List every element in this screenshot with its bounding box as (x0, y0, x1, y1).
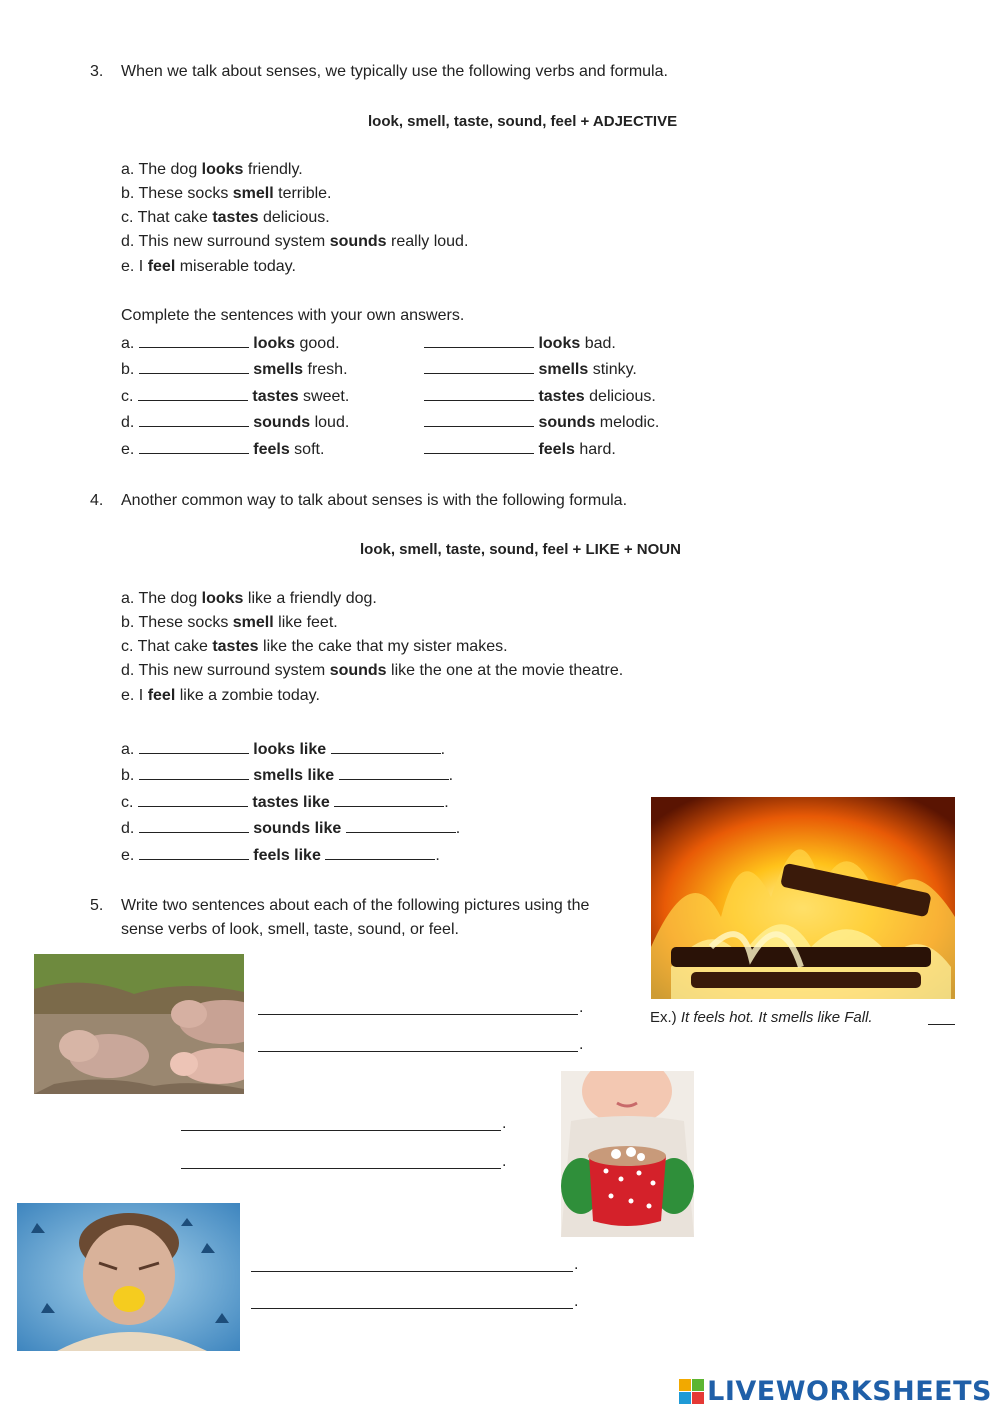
q4-row-b: b. smells like . (121, 767, 454, 784)
row-label: e. (121, 441, 135, 458)
row-label: d. (121, 414, 135, 431)
answer-blank[interactable] (339, 765, 449, 780)
q3-row-b-right: smells stinky. (424, 359, 637, 379)
q4-row-d: d. sounds like . (121, 820, 461, 837)
liveworksheets-logo-icon (679, 1379, 705, 1405)
q3-example-a: a. The dog looks friendly. (121, 161, 303, 178)
answer-blank[interactable] (325, 845, 435, 860)
q4-example-b: b. These socks smell like feet. (121, 614, 338, 631)
period: . (502, 1115, 507, 1132)
row-label: a. (121, 335, 135, 352)
answer-blank[interactable] (424, 333, 534, 348)
q5-intro-line2: sense verbs of look, smell, taste, sound, or feel. (121, 921, 459, 938)
q4-example-d: d. This new surround system sounds like the one at the movie theatre. (121, 662, 624, 679)
answer-blank[interactable] (424, 359, 534, 374)
q3-number: 3. (90, 63, 104, 80)
period: . (579, 1036, 584, 1053)
answer-blank[interactable] (331, 739, 441, 754)
q3-example-d: d. This new surround system sounds really loud. (121, 233, 469, 250)
hot-cocoa-mug-photo (561, 1071, 694, 1237)
row-label: c. (121, 388, 134, 405)
q3-instruction: Complete the sentences with your own answers. (121, 307, 465, 324)
answer-line[interactable] (258, 1051, 578, 1052)
fire-example: Ex.) It feels hot. It smells like Fall. (650, 1009, 873, 1026)
q3-row-e: e. feels soft. (121, 441, 325, 458)
q4-example-e: e. I feel like a zombie today. (121, 687, 320, 704)
row-label: b. (121, 361, 135, 378)
answer-blank[interactable] (139, 845, 249, 860)
answer-blank[interactable] (139, 359, 249, 374)
q3-row-e-right: feels hard. (424, 439, 616, 459)
liveworksheets-logo[interactable] (679, 1376, 992, 1407)
q3-intro: When we talk about senses, we typically use the following verbs and formula. (121, 63, 668, 80)
answer-blank[interactable] (139, 765, 249, 780)
period: . (502, 1153, 507, 1170)
q4-example-a: a. The dog looks like a friendly dog. (121, 590, 377, 607)
q3-example-b: b. These socks smell terrible. (121, 185, 332, 202)
q4-formula: look, smell, taste, sound, feel + LIKE + NOUN (360, 541, 681, 558)
pigs-in-mud-photo (34, 954, 244, 1094)
answer-line[interactable] (251, 1308, 573, 1309)
period: . (579, 999, 584, 1016)
answer-blank[interactable] (138, 386, 248, 401)
answer-blank[interactable] (334, 792, 444, 807)
answer-line[interactable] (928, 1024, 955, 1025)
q3-row-c: c. tastes sweet. (121, 388, 350, 405)
q4-row-c: c. tastes like . (121, 794, 449, 811)
q4-example-c: c. That cake tastes like the cake that my sister makes. (121, 638, 508, 655)
answer-line[interactable] (258, 1014, 578, 1015)
brand-name: LIVEWORKSHEETS (707, 1376, 992, 1407)
q4-row-e: e. feels like . (121, 847, 440, 864)
q3-row-b: b. smells fresh. (121, 361, 348, 378)
answer-blank[interactable] (139, 818, 249, 833)
q5-number: 5. (90, 897, 104, 914)
answer-line[interactable] (181, 1130, 501, 1131)
answer-blank[interactable] (424, 412, 534, 427)
answer-line[interactable] (251, 1271, 573, 1272)
q3-row-d-right: sounds melodic. (424, 412, 659, 432)
answer-blank[interactable] (139, 412, 249, 427)
answer-line[interactable] (181, 1168, 501, 1169)
answer-blank[interactable] (138, 792, 248, 807)
period: . (574, 1256, 579, 1273)
fireplace-photo (651, 797, 955, 999)
answer-blank[interactable] (424, 439, 534, 454)
q3-row-d: d. sounds loud. (121, 414, 350, 431)
q3-row-a-right: looks bad. (424, 333, 616, 353)
answer-blank[interactable] (139, 439, 249, 454)
q3-example-e: e. I feel miserable today. (121, 258, 296, 275)
answer-blank[interactable] (346, 818, 456, 833)
period: . (574, 1293, 579, 1310)
q3-row-a: a. looks good. (121, 335, 340, 352)
q4-row-a: a. looks like . (121, 741, 446, 758)
man-biting-lemon-photo (17, 1203, 240, 1351)
q4-intro: Another common way to talk about senses is with the following formula. (121, 492, 628, 509)
q5-intro-line1: Write two sentences about each of the following pictures using the (121, 897, 590, 914)
q4-number: 4. (90, 492, 104, 509)
q3-example-c: c. That cake tastes delicious. (121, 209, 330, 226)
q3-row-c-right: tastes delicious. (424, 386, 656, 406)
answer-blank[interactable] (139, 739, 249, 754)
answer-blank[interactable] (139, 333, 249, 348)
q3-formula: look, smell, taste, sound, feel + ADJECTIVE (368, 113, 678, 130)
answer-blank[interactable] (424, 386, 534, 401)
